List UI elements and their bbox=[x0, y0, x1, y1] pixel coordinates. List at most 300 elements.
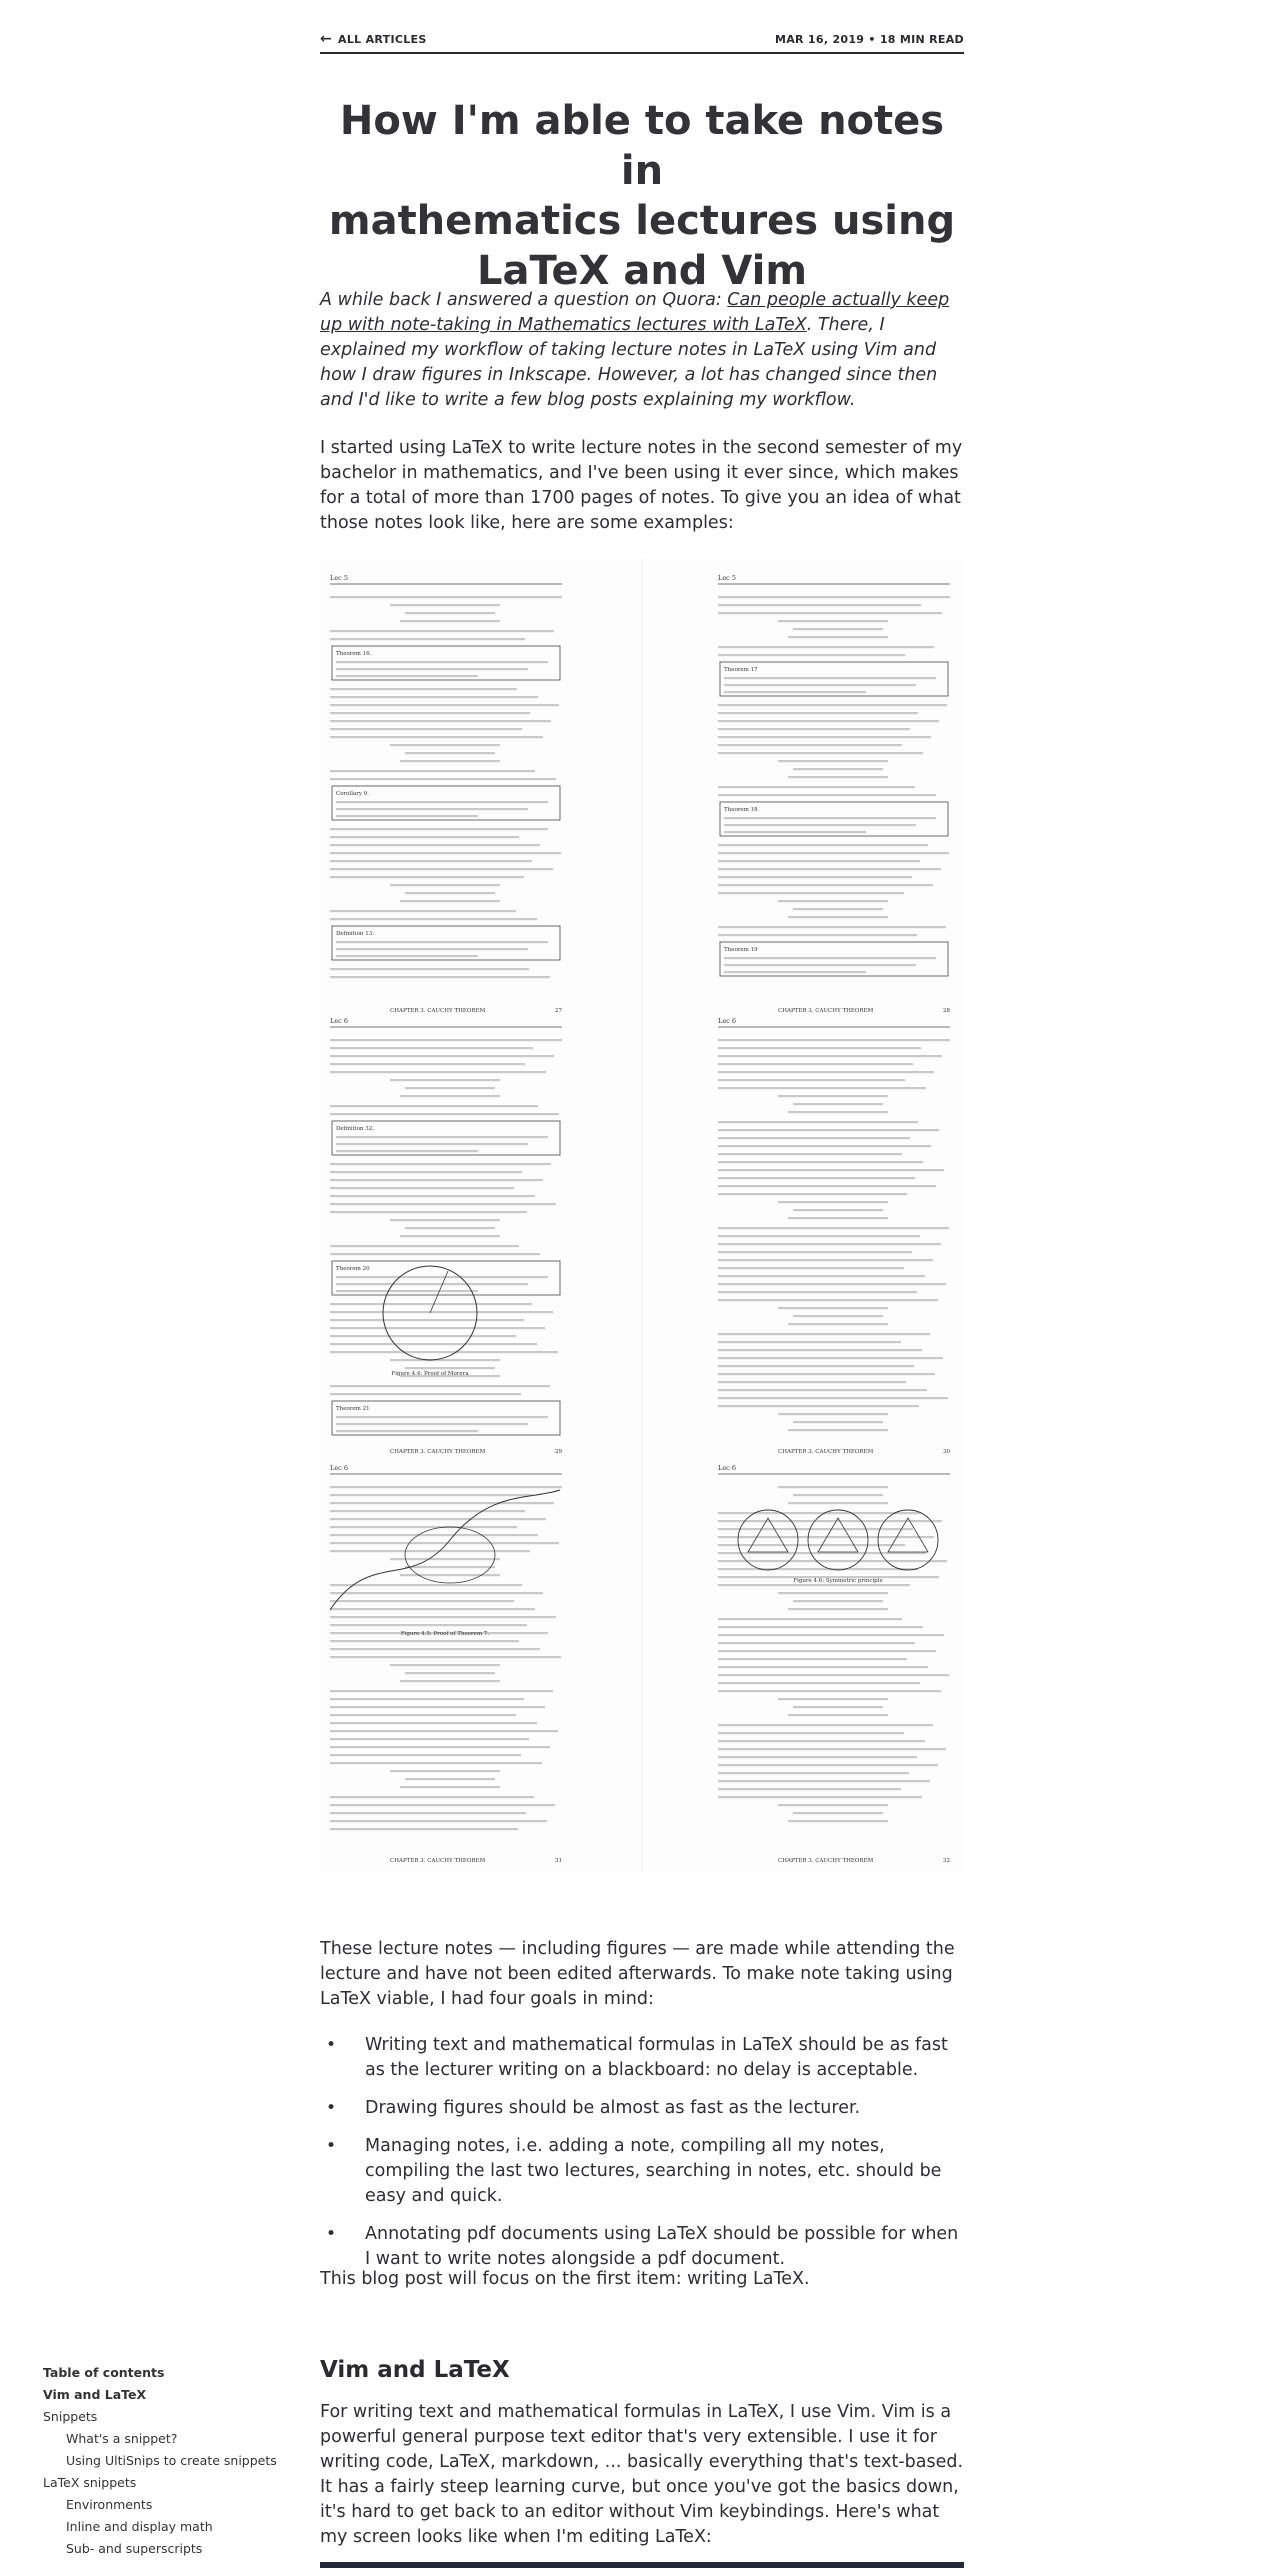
page-footer-number: 27 bbox=[555, 1008, 562, 1014]
all-articles-label: ALL ARTICLES bbox=[338, 32, 427, 46]
formula-line bbox=[778, 620, 888, 622]
text-line bbox=[718, 1405, 919, 1407]
formula-line bbox=[793, 1103, 883, 1105]
formula-line bbox=[793, 1209, 883, 1211]
page-footer-number: 31 bbox=[555, 1858, 562, 1864]
theorem-text-line bbox=[336, 1430, 478, 1432]
article-title bbox=[320, 96, 964, 296]
text-line bbox=[330, 860, 532, 862]
theorem-text-line bbox=[724, 691, 866, 693]
text-line bbox=[330, 1656, 561, 1658]
formula-line bbox=[400, 1235, 500, 1237]
text-line bbox=[718, 1658, 907, 1660]
text-line bbox=[718, 1674, 949, 1676]
page-header: Lec 5 bbox=[330, 574, 349, 582]
page-header: Lec 5 bbox=[718, 574, 737, 582]
formula-line bbox=[405, 1367, 495, 1369]
formula-line bbox=[390, 1359, 500, 1361]
text-line bbox=[718, 786, 915, 788]
toc-item-ultisnips[interactable]: Using UltiSnips to create snippets bbox=[66, 2453, 277, 2468]
text-line bbox=[330, 1746, 550, 1748]
text-line bbox=[718, 1397, 948, 1399]
toc-item-snippets[interactable]: Snippets bbox=[43, 2409, 98, 2424]
text-line bbox=[718, 1227, 949, 1229]
text-line bbox=[718, 1235, 920, 1237]
text-line bbox=[718, 1682, 920, 1684]
formula-line bbox=[390, 1079, 500, 1081]
text-line bbox=[330, 1113, 559, 1115]
formula-line bbox=[405, 1227, 495, 1229]
text-line bbox=[718, 654, 905, 656]
text-line bbox=[718, 1756, 917, 1758]
formula-line bbox=[788, 636, 888, 638]
text-line bbox=[718, 1357, 943, 1359]
text-line bbox=[330, 1648, 540, 1650]
formula-line bbox=[400, 620, 500, 622]
goal-item: • Writing text and mathematical formulas in LaTeX should be as fast as the lecturer writing on a blackboard: no delay is acceptable. bbox=[320, 2033, 964, 2083]
text-line bbox=[330, 1179, 543, 1181]
text-line bbox=[330, 1608, 535, 1610]
text-line bbox=[718, 868, 941, 870]
text-line bbox=[330, 1303, 532, 1305]
text-line bbox=[330, 1616, 556, 1618]
goals-list bbox=[320, 2033, 964, 2285]
text-line bbox=[330, 1714, 516, 1716]
text-line bbox=[718, 1373, 935, 1375]
text-line bbox=[718, 1055, 942, 1057]
theorem-text-line bbox=[336, 941, 548, 943]
formula-line bbox=[793, 908, 883, 910]
text-line bbox=[718, 1634, 944, 1636]
text-line bbox=[330, 1385, 550, 1387]
article-meta: MAR 16, 2019 • 18 MIN READ bbox=[774, 32, 964, 46]
title-line-2: mathematics lectures using bbox=[328, 198, 956, 244]
theorem-text-line bbox=[336, 1416, 548, 1418]
formula-line bbox=[778, 1592, 888, 1594]
text-line bbox=[330, 778, 556, 780]
text-line bbox=[330, 1584, 522, 1586]
title-line-1: How I'm able to take notes in bbox=[339, 98, 945, 194]
text-line bbox=[718, 1544, 905, 1546]
page-footer-chapter: CHAPTER 3. CAUCHY THEOREM bbox=[778, 1449, 874, 1455]
theorem-text-line bbox=[336, 801, 548, 803]
toc-item-sub-superscripts[interactable]: Sub- and superscripts bbox=[66, 2541, 203, 2556]
text-line bbox=[718, 646, 934, 648]
text-line bbox=[330, 1343, 537, 1345]
intro-paragraph bbox=[320, 288, 964, 413]
text-line bbox=[330, 968, 529, 970]
text-line bbox=[330, 1311, 553, 1313]
text-line bbox=[718, 1642, 915, 1644]
text-line bbox=[330, 1494, 533, 1496]
theorem-text-line bbox=[336, 948, 528, 950]
theorem-box-label: Definition 32. bbox=[336, 1126, 374, 1132]
formula-line bbox=[390, 1219, 500, 1221]
theorem-text-line bbox=[336, 661, 548, 663]
theorem-box-label: Theorem 21 bbox=[336, 1406, 370, 1412]
text-line bbox=[718, 752, 923, 754]
theorem-text-line bbox=[336, 1143, 528, 1145]
intro-text-end: . There, I explained my workflow of taking lecture notes in LaTeX using Vim and how I draw figures in Inkscape. However, a lot has changed since then and I'd like to write a few blog posts explaining my workflow. bbox=[320, 315, 938, 410]
theorem-box-label: Theorem 16. bbox=[336, 651, 372, 657]
text-line bbox=[718, 1796, 922, 1798]
text-line bbox=[718, 1177, 915, 1179]
text-line bbox=[330, 1706, 545, 1708]
symmetry-triangle bbox=[888, 1518, 928, 1552]
theorem-text-line bbox=[336, 1150, 478, 1152]
text-line bbox=[330, 1738, 529, 1740]
text-line bbox=[718, 1259, 933, 1261]
text-line bbox=[718, 1275, 925, 1277]
lecture-notes-examples-image bbox=[320, 558, 964, 1872]
text-line bbox=[718, 1341, 901, 1343]
text-line bbox=[718, 1079, 905, 1081]
page-footer-chapter: CHAPTER 3. CAUCHY THEOREM bbox=[778, 1858, 874, 1864]
text-line bbox=[330, 1171, 522, 1173]
text-line bbox=[330, 852, 561, 854]
text-line bbox=[718, 1666, 928, 1668]
text-line bbox=[330, 1335, 516, 1337]
text-line bbox=[330, 630, 554, 632]
theorem-text-line bbox=[336, 1136, 548, 1138]
text-line bbox=[330, 1534, 538, 1536]
text-line bbox=[718, 934, 917, 936]
theorem-text-line bbox=[336, 668, 528, 670]
text-line bbox=[330, 1163, 551, 1165]
text-line bbox=[718, 1047, 921, 1049]
text-line bbox=[718, 1161, 923, 1163]
page-footer-chapter: CHAPTER 3. CAUCHY THEOREM bbox=[778, 1008, 874, 1014]
text-line bbox=[330, 1820, 547, 1822]
goal-item: • Annotating pdf documents using LaTeX should be possible for when I want to write notes alongside a pdf document. bbox=[320, 2222, 964, 2272]
formula-line bbox=[778, 1413, 888, 1415]
text-line bbox=[330, 696, 538, 698]
text-line bbox=[718, 1291, 917, 1293]
arrow-left-icon: ← bbox=[320, 31, 333, 47]
text-line bbox=[718, 604, 921, 606]
theorem-text-line bbox=[336, 1276, 548, 1278]
formula-line bbox=[788, 1608, 888, 1610]
text-line bbox=[330, 1624, 527, 1626]
symmetry-triangle bbox=[748, 1518, 788, 1552]
text-line bbox=[330, 1730, 558, 1732]
text-line bbox=[330, 704, 559, 706]
page-footer-chapter: CHAPTER 3. CAUCHY THEOREM bbox=[390, 1449, 486, 1455]
text-line bbox=[718, 1381, 906, 1383]
text-line bbox=[718, 1251, 912, 1253]
intro-text-start: A while back I answered a question on Quora: bbox=[320, 290, 728, 310]
toc-title: Table of contents bbox=[43, 2365, 165, 2380]
formula-line bbox=[788, 1217, 888, 1219]
text-line bbox=[330, 1502, 554, 1504]
toc-item-vim-and-latex[interactable]: Vim and LaTeX bbox=[43, 2387, 147, 2402]
theorem-text-line bbox=[336, 815, 478, 817]
text-line bbox=[330, 770, 535, 772]
text-line bbox=[330, 1828, 518, 1830]
text-line bbox=[330, 1592, 543, 1594]
text-line bbox=[718, 860, 920, 862]
text-line bbox=[330, 1762, 542, 1764]
text-line bbox=[718, 1520, 942, 1522]
text-line bbox=[330, 828, 548, 830]
text-line bbox=[718, 1584, 910, 1586]
text-line bbox=[330, 1047, 533, 1049]
text-line bbox=[718, 744, 902, 746]
formula-line bbox=[793, 1706, 883, 1708]
text-line bbox=[718, 1349, 922, 1351]
text-line bbox=[330, 1245, 519, 1247]
table-of-contents bbox=[43, 2362, 283, 2560]
theorem-box-label: Theorem 19 bbox=[724, 947, 758, 953]
top-navigation bbox=[320, 26, 964, 54]
text-line bbox=[330, 1211, 527, 1213]
formula-line bbox=[390, 1664, 500, 1666]
text-line bbox=[330, 1203, 556, 1205]
text-line bbox=[718, 1071, 934, 1073]
text-line bbox=[718, 844, 928, 846]
figure-caption: Figure 4.4: Proof of Morera bbox=[391, 1371, 469, 1377]
theorem-text-line bbox=[336, 1423, 528, 1425]
formula-line bbox=[778, 760, 888, 762]
text-line bbox=[718, 704, 947, 706]
text-line bbox=[330, 844, 540, 846]
text-line bbox=[718, 794, 936, 796]
text-line bbox=[718, 1512, 921, 1514]
figure-caption: Figure 4.6: Symmetric principle bbox=[793, 1578, 883, 1584]
text-line bbox=[718, 1650, 936, 1652]
text-line bbox=[330, 836, 519, 838]
section-heading-vim-latex: Vim and LaTeX bbox=[320, 2357, 510, 2383]
formula-line bbox=[788, 916, 888, 918]
text-line bbox=[330, 1187, 514, 1189]
formula-line bbox=[400, 1786, 500, 1788]
formula-line bbox=[793, 1421, 883, 1423]
formula-line bbox=[793, 1812, 883, 1814]
theorem-text-line bbox=[724, 824, 916, 826]
text-line bbox=[718, 1193, 907, 1195]
text-line bbox=[330, 1486, 562, 1488]
text-line bbox=[718, 1121, 918, 1123]
theorem-text-line bbox=[724, 677, 936, 679]
formula-line bbox=[390, 1770, 500, 1772]
formula-line bbox=[390, 884, 500, 886]
all-articles-link[interactable] bbox=[320, 32, 427, 46]
text-line bbox=[330, 728, 522, 730]
theorem-text-line bbox=[336, 1283, 528, 1285]
text-line bbox=[330, 1518, 546, 1520]
formula-line bbox=[778, 1095, 888, 1097]
theorem-text-line bbox=[336, 675, 478, 677]
theorem-text-line bbox=[724, 684, 916, 686]
formula-line bbox=[778, 1201, 888, 1203]
text-line bbox=[718, 892, 904, 894]
text-line bbox=[330, 1351, 558, 1353]
text-line bbox=[718, 926, 946, 928]
formula-line bbox=[793, 768, 883, 770]
formula-line bbox=[793, 628, 883, 630]
text-line bbox=[330, 1319, 524, 1321]
formula-line bbox=[778, 1486, 888, 1488]
formula-line bbox=[793, 1600, 883, 1602]
formula-line bbox=[390, 744, 500, 746]
theorem-text-line bbox=[724, 971, 866, 973]
formula-line bbox=[778, 1804, 888, 1806]
page-header: Lec 6 bbox=[330, 1464, 349, 1472]
text-line bbox=[718, 884, 933, 886]
text-line bbox=[718, 1772, 909, 1774]
theorem-box-label: Corollary 9. bbox=[336, 791, 369, 797]
paragraph-focus: This blog post will focus on the first item: writing LaTeX. bbox=[320, 2269, 810, 2289]
text-line bbox=[718, 1063, 913, 1065]
text-line bbox=[330, 1812, 526, 1814]
page-footer-chapter: CHAPTER 3. CAUCHY THEOREM bbox=[390, 1858, 486, 1864]
formula-line bbox=[788, 1714, 888, 1716]
page-footer-number: 30 bbox=[943, 1449, 950, 1455]
text-line bbox=[718, 1528, 913, 1530]
text-line bbox=[718, 1137, 910, 1139]
text-line bbox=[718, 1299, 938, 1301]
text-line bbox=[330, 1754, 521, 1756]
text-line bbox=[718, 1267, 904, 1269]
text-line bbox=[330, 868, 553, 870]
formula-line bbox=[778, 1698, 888, 1700]
text-line bbox=[330, 712, 530, 714]
text-line bbox=[330, 1698, 524, 1700]
text-line bbox=[330, 1690, 553, 1692]
text-line bbox=[718, 1169, 944, 1171]
formula-line bbox=[788, 1429, 888, 1431]
text-line bbox=[718, 1568, 918, 1570]
formula-line bbox=[400, 760, 500, 762]
text-line bbox=[718, 1039, 950, 1041]
formula-line bbox=[788, 1502, 888, 1504]
text-line bbox=[330, 876, 524, 878]
goal-item: • Drawing figures should be almost as fast as the lecturer. bbox=[320, 2096, 964, 2121]
notes-pages-svg bbox=[320, 558, 964, 1872]
formula-line bbox=[778, 1307, 888, 1309]
theorem-text-line bbox=[724, 957, 936, 959]
toc-item-inline-display-math[interactable]: Inline and display math bbox=[66, 2519, 213, 2534]
text-line bbox=[330, 910, 516, 912]
text-line bbox=[718, 1129, 939, 1131]
text-line bbox=[718, 1618, 902, 1620]
text-line bbox=[718, 1145, 931, 1147]
formula-line bbox=[793, 1494, 883, 1496]
text-line bbox=[718, 1389, 927, 1391]
text-line bbox=[330, 1722, 537, 1724]
formula-line bbox=[390, 1558, 500, 1560]
formula-line bbox=[788, 776, 888, 778]
text-line bbox=[330, 1550, 530, 1552]
theorem-box-label: Theorem 17 bbox=[724, 667, 758, 673]
toc-item-latex-snippets[interactable]: LaTeX snippets bbox=[43, 2475, 137, 2490]
page-footer-number: 28 bbox=[943, 1008, 950, 1014]
text-line bbox=[718, 1626, 923, 1628]
text-line bbox=[330, 1253, 540, 1255]
paragraph-goals-intro: These lecture notes — including figures — are made while attending the lecture and have not been edited afterwards. To make note taking using LaTeX viable, I had four goals in mind: bbox=[320, 1939, 955, 2009]
text-line bbox=[718, 876, 912, 878]
paragraph-vim: For writing text and mathematical formulas in LaTeX, I use Vim. Vim is a powerful general purpose text editor that's very extensible. I use it for writing code, LaTeX, markdown, ... basically everything that's text-based. It has a fairly steep learning curve, but once you've got the basics down, it's hard to get back to an editor without Vim keybindings. Here's what my screen looks like when I'm editing LaTeX: bbox=[320, 2402, 964, 2547]
text-line bbox=[718, 1764, 938, 1766]
text-line bbox=[330, 976, 550, 978]
formula-line bbox=[778, 900, 888, 902]
formula-line bbox=[400, 1680, 500, 1682]
theorem-text-line bbox=[724, 964, 916, 966]
text-line bbox=[330, 1542, 559, 1544]
formula-line bbox=[405, 1778, 495, 1780]
text-line bbox=[330, 1195, 535, 1197]
text-line bbox=[718, 1690, 941, 1692]
text-line bbox=[718, 1243, 941, 1245]
page-footer-chapter: CHAPTER 3. CAUCHY THEOREM bbox=[390, 1008, 486, 1014]
page-footer-number: 32 bbox=[943, 1858, 950, 1864]
theorem-box-label: Definition 13. bbox=[336, 931, 374, 937]
text-line bbox=[330, 1510, 525, 1512]
formula-line bbox=[405, 1672, 495, 1674]
text-line bbox=[330, 720, 551, 722]
formula-line bbox=[405, 1087, 495, 1089]
text-line bbox=[718, 852, 949, 854]
symmetry-triangle bbox=[818, 1518, 858, 1552]
text-line bbox=[330, 1393, 521, 1395]
text-line bbox=[718, 612, 942, 614]
text-line bbox=[718, 1560, 947, 1562]
page-header: Lec 6 bbox=[718, 1464, 737, 1472]
text-line bbox=[330, 688, 517, 690]
formula-line bbox=[400, 1574, 500, 1576]
text-line bbox=[718, 1748, 946, 1750]
text-line bbox=[718, 1365, 914, 1367]
page-footer-number: 29 bbox=[555, 1449, 562, 1455]
text-line bbox=[718, 1153, 902, 1155]
formula-line bbox=[390, 604, 500, 606]
theorem-text-line bbox=[724, 831, 866, 833]
text-line bbox=[718, 1185, 936, 1187]
text-line bbox=[330, 1071, 546, 1073]
quora-question-link[interactable]: Can people actually keep up with note-taking in Mathematics lectures with LaTeX bbox=[320, 290, 950, 335]
formula-line bbox=[405, 752, 495, 754]
text-line bbox=[330, 1796, 534, 1798]
text-line bbox=[330, 638, 525, 640]
formula-line bbox=[405, 892, 495, 894]
theorem-text-line bbox=[336, 1290, 478, 1292]
text-line bbox=[718, 1740, 925, 1742]
text-line bbox=[718, 1732, 904, 1734]
goal-item: • Managing notes, i.e. adding a note, compiling all my notes, compiling the last two lectures, searching in notes, etc. should be easy and quick. bbox=[320, 2134, 964, 2209]
text-line bbox=[718, 736, 931, 738]
formula-line bbox=[788, 1323, 888, 1325]
text-line bbox=[718, 1724, 933, 1726]
toc-item-whats-a-snippet[interactable]: What's a snippet? bbox=[66, 2431, 178, 2446]
text-line bbox=[330, 1063, 525, 1065]
figure-caption: Figure 4.5: Proof of Theorem 7. bbox=[400, 1631, 490, 1637]
text-line bbox=[330, 1600, 514, 1602]
text-line bbox=[330, 1327, 545, 1329]
formula-line bbox=[405, 612, 495, 614]
formula-line bbox=[788, 1111, 888, 1113]
page-header: Lec 6 bbox=[718, 1017, 737, 1025]
theorem-text-line bbox=[336, 955, 478, 957]
text-line bbox=[718, 720, 939, 722]
text-line bbox=[718, 728, 910, 730]
toc-item-environments[interactable]: Environments bbox=[66, 2497, 153, 2512]
text-line bbox=[718, 1788, 901, 1790]
formula-line bbox=[400, 900, 500, 902]
text-line bbox=[330, 1105, 538, 1107]
theorem-box-label: Theorem 18 bbox=[724, 807, 758, 813]
formula-line bbox=[405, 1566, 495, 1568]
text-line bbox=[718, 1283, 946, 1285]
